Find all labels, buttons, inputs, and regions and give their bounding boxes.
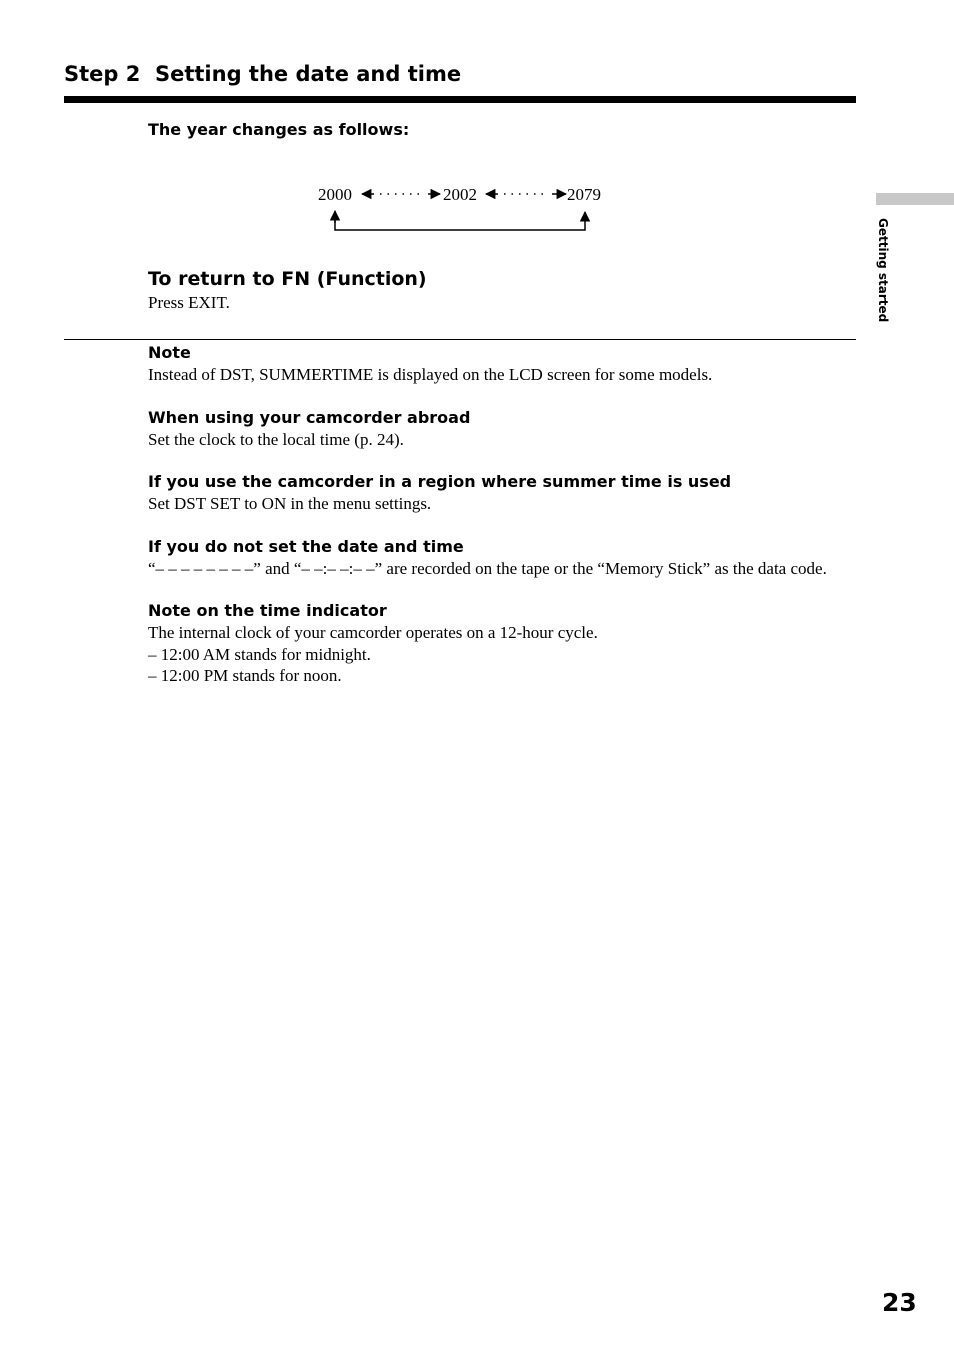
- section-label: Getting started: [876, 218, 890, 323]
- note-text: Set DST SET to ON in the menu settings.: [148, 494, 432, 513]
- note-abroad: [148, 407, 858, 451]
- note-unset-date: [148, 536, 858, 580]
- note-line: The internal clock of your camcorder operates on a 12-hour cycle.: [148, 623, 598, 642]
- return-fn-body: Press EXIT.: [148, 293, 230, 312]
- year-sequence-diagram: [300, 178, 630, 238]
- note-text: “– – – – – – – –” and “– –:– –:– –” are recorded on the tape or the “Memory Stick” as the data code.: [148, 558, 827, 578]
- note-heading: Note on the time indicator: [148, 601, 387, 620]
- year-2000-label: 2000: [318, 185, 352, 204]
- title-rule: [64, 96, 856, 103]
- wrap-around-arrow: [335, 211, 585, 230]
- note-heading: Note: [148, 343, 191, 362]
- note-text: [148, 622, 858, 687]
- note-time-indicator: [148, 600, 858, 687]
- year-2002-label: 2002: [443, 185, 477, 204]
- page-title: Step 2 Setting the date and time: [64, 62, 462, 86]
- section-tab-marker: [876, 193, 954, 205]
- note-text: Set the clock to the local time (p. 24).: [148, 429, 404, 449]
- note-dst: [148, 342, 858, 386]
- note-text: Instead of DST, SUMMERTIME is displayed on the LCD screen for some models.: [148, 365, 713, 384]
- page-number: 23: [882, 1288, 917, 1317]
- note-summer-time: [148, 471, 858, 515]
- return-fn-heading: To return to FN (Function): [148, 268, 427, 290]
- note-heading: If you use the camcorder in a region where summer time is used: [148, 472, 732, 491]
- note-heading: If you do not set the date and time: [148, 536, 464, 556]
- note-heading: When using your camcorder abroad: [148, 407, 471, 427]
- year-sequence-intro: The year changes as follows:: [148, 120, 410, 139]
- notes-section: [148, 342, 858, 708]
- note-line: – 12:00 PM stands for noon.: [148, 666, 342, 685]
- section-divider: [64, 339, 856, 340]
- year-2079-label: 2079: [567, 185, 601, 204]
- note-line: – 12:00 AM stands for midnight.: [148, 644, 371, 664]
